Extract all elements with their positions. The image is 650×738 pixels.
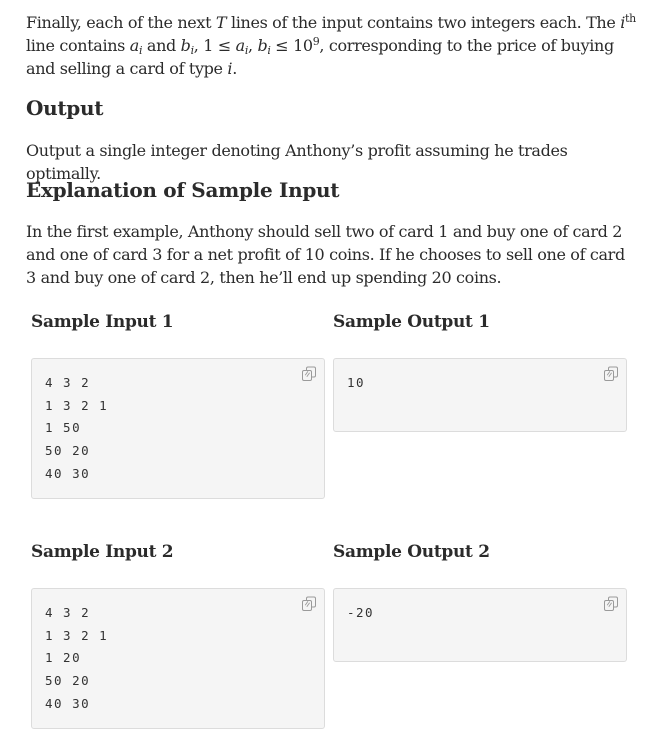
math-number: 1 (438, 222, 449, 241)
math-a: a (235, 36, 245, 55)
text: Finally, each of the next (26, 13, 216, 32)
text: line contains (26, 36, 130, 55)
sample-output-1-title: Sample Output 1 (333, 312, 490, 332)
math-T: T (215, 13, 227, 32)
sample-output-1-code: 10 (347, 375, 366, 390)
text: and buy one of card (448, 222, 613, 241)
text: , corresponding to the price of buying and selling a card of type (26, 36, 614, 78)
text: and (142, 36, 181, 55)
copy-icon[interactable] (603, 366, 619, 382)
sample-input-1-title: Sample Input 1 (31, 312, 174, 332)
math-ten: 10 (293, 36, 313, 55)
math-le: ≤ (270, 36, 294, 55)
math-sub-i: i (190, 44, 194, 57)
math-number: 10 (304, 245, 325, 264)
input-description-paragraph (26, 11, 638, 80)
copy-icon[interactable] (301, 366, 317, 382)
text: , (247, 36, 258, 55)
sample-output-2-title: Sample Output 2 (333, 542, 490, 562)
math-number: 3 (26, 268, 36, 287)
math-th: th (625, 12, 636, 25)
math-le: ≤ (213, 36, 236, 55)
math-number: 2 (612, 222, 623, 241)
explanation-heading: Explanation of Sample Input (26, 178, 340, 202)
math-i: i (620, 13, 625, 32)
sample-output-2-box (333, 588, 627, 662)
math-sub-i: i (267, 44, 271, 57)
text: coins. (451, 268, 502, 287)
math-one: 1 (203, 36, 214, 55)
math-a: a (129, 36, 139, 55)
text: , (193, 36, 204, 55)
text: coins. If he chooses to sell one of card (324, 245, 625, 264)
math-number: 20 (431, 268, 452, 287)
explanation-paragraph (26, 220, 638, 289)
output-heading: Output (26, 96, 104, 120)
text: . (232, 59, 237, 78)
sample-output-1-box (333, 358, 627, 432)
math-sub-i: i (138, 44, 143, 57)
copy-icon[interactable] (603, 596, 619, 612)
output-paragraph: Output a single integer denoting Anthony’s profit assuming he trades optimally. (26, 141, 568, 183)
text: , then he’ll end up spending (209, 268, 432, 287)
math-b: b (180, 36, 191, 55)
math-b: b (257, 36, 268, 55)
math-i: i (227, 59, 233, 78)
copy-icon[interactable] (301, 596, 317, 612)
math-number: 2 (200, 268, 210, 287)
text: for a net profit of (162, 245, 305, 264)
sample-input-2-title: Sample Input 2 (31, 542, 174, 562)
text: and one of card (26, 245, 153, 264)
math-sub-i: i (244, 44, 248, 57)
sample-input-1-code: 4 3 2 1 3 2 1 1 50 50 20 40 30 (45, 375, 109, 481)
sample-input-2-code: 4 3 2 1 3 2 1 1 20 50 20 40 30 (45, 605, 109, 711)
text: In the first example, Anthony should sell two of card (26, 222, 439, 241)
sample-input-1-box (31, 358, 325, 499)
math-number: 3 (152, 245, 163, 264)
text: and buy one of card (35, 268, 201, 287)
sample-output-2-code: -20 (347, 605, 375, 620)
math-nine: 9 (312, 35, 320, 48)
sample-input-2-box (31, 588, 325, 729)
text: lines of the input contains two integers each. The (226, 13, 621, 32)
